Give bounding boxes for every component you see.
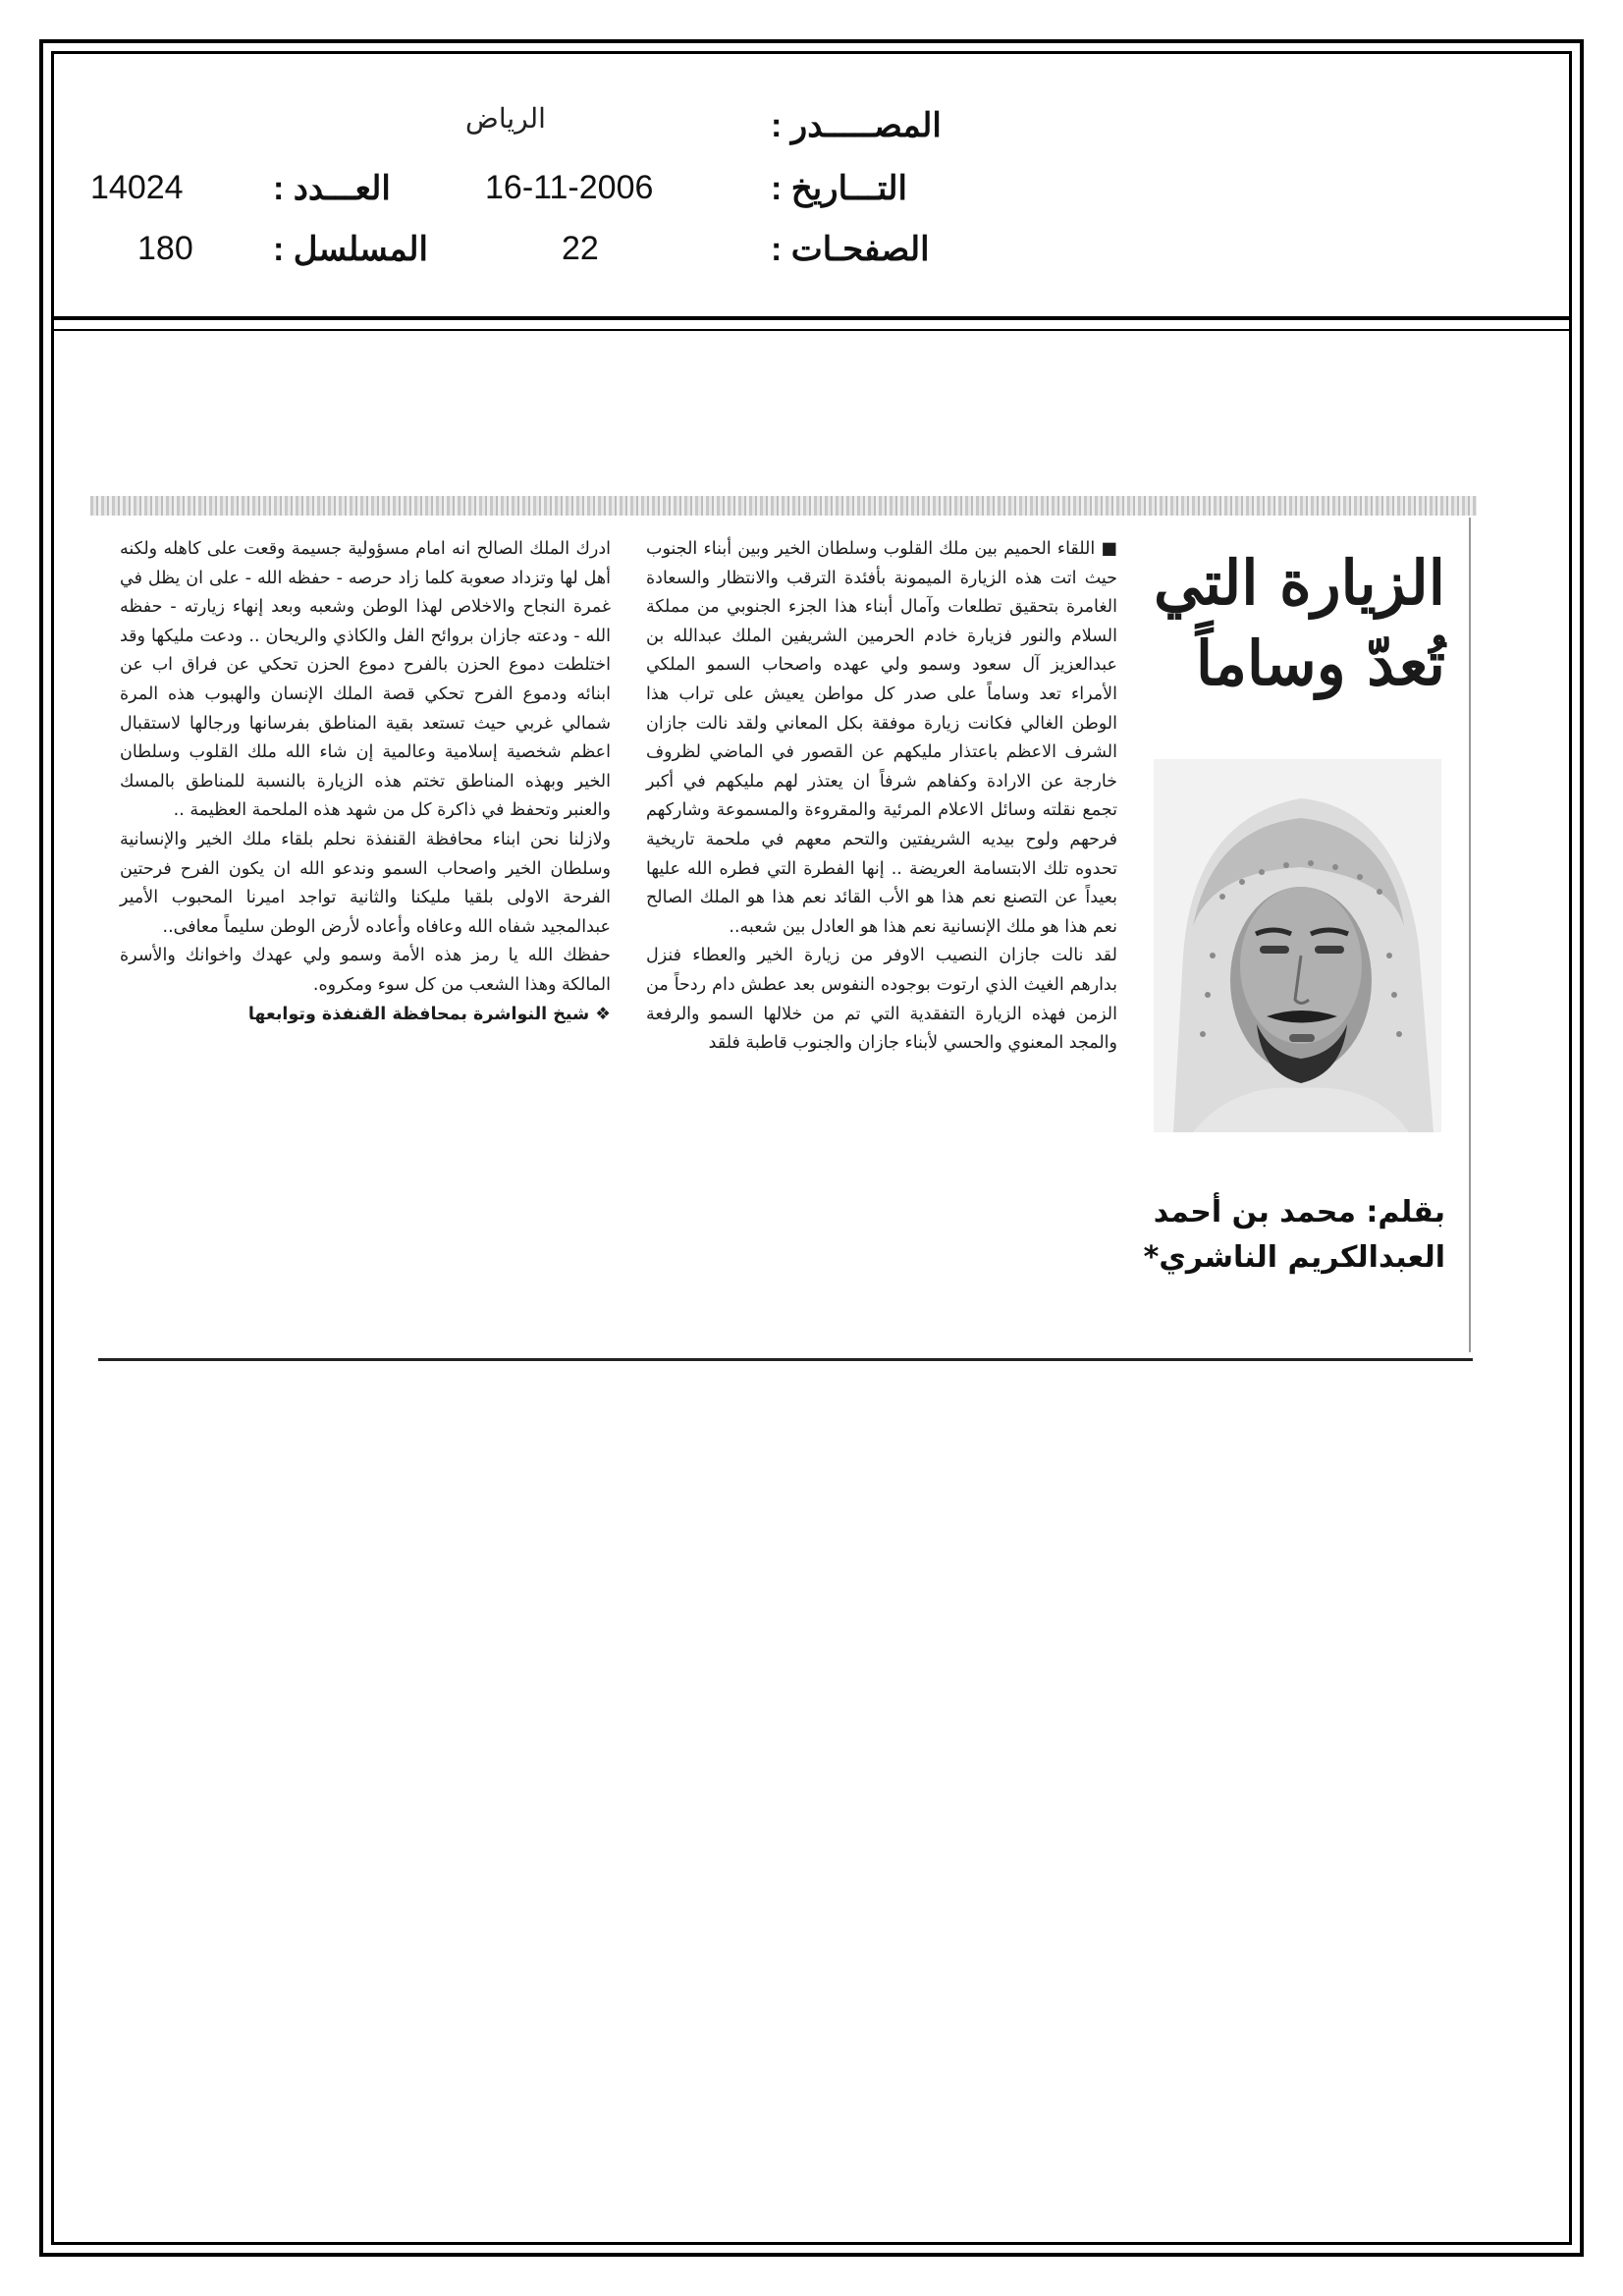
article-paragraph: ■ اللقاء الحميم بين ملك القلوب وسلطان الخير وبين أبناء الجنوب حيث اتت هذه الزيارة الميمونة بأفئدة الترقب والانتظار والسعادة الغامرة بتحقيق تطلعات وآمال أبناء هذا الجزء الجنوبي من مملكة السلام والنور فزيارة خادم الحرمين الشريفين الملك عبدالله بن عبدالعزيز آل سعود وسمو ولي عهده واصحاب السمو الملكي الأمراء تعد وساماً على صدر كل مواطن يعيش على تراب هذا الوطن الغالي فكانت زيارة موفقة بكل المعاني ولقد نالت جازان الشرف الاعظم باعتذار مليكهم عن القصور في الماضي لظروف خارجة عن الارادة وكفاهم شرفاً ان يعتذر لهم مليكهم في أكبر تجمع نقلته وسائل الاعلام المرئية والمقروءة والمسموعة وشاركهم فرحهم ولوح بيديه الشريفتين والتحم معهم في ملحمة تاريخية تحدوه تلك الابتسامة العريضة .. إنها الفطرة التي فطره الله عليها بعيداً عن التصنع نعم هذا هو الأب القائد نعم هذا هو الملك الصالح نعم هذا هو ملك الإنسانية نعم هذا هو العادل بين شعبه.. (646, 539, 1117, 937)
article-column-right (646, 535, 1117, 1059)
headline-line-2: تُعدّ وساماً (1195, 628, 1445, 699)
headline-line-1: الزيارة التي (1154, 547, 1445, 619)
article-byline (1141, 1190, 1445, 1281)
author-photo (1154, 759, 1441, 1132)
article-paragraph: لقد نالت جازان النصيب الاوفر من زيارة الخير والعطاء فنزل بدارهم الغيث الذي ارتوت بوجوده النفوس بعد عطش دام ردحاً من الزمن فهذه الزيارة التفقدية التي تم من خلالها السمو والرفعة والمجد المعنوي والحسي لأبناء جازان والجنوب قاطبة فلقد (646, 946, 1117, 1054)
clipping-edge (1469, 518, 1471, 1352)
header-divider-thin (51, 329, 1572, 331)
article-column-left (120, 535, 611, 1029)
clipping-top-band (90, 496, 1477, 516)
date-label: التـــاريخ : (771, 170, 907, 207)
serial-label: المسلسل : (273, 231, 428, 268)
issue-value: 14024 (90, 169, 184, 206)
source-label: المصـــــدر : (771, 107, 942, 144)
article-headline (1151, 543, 1445, 704)
pages-label: الصفحـات : (771, 231, 930, 268)
date-value: 16-11-2006 (485, 169, 654, 206)
newspaper-clipping (90, 496, 1477, 1350)
clipping-bottom-rule (98, 1358, 1473, 1361)
issue-label: العـــدد : (273, 170, 391, 207)
author-portrait-image (1154, 759, 1441, 1132)
article-paragraph: ولازلنا نحن ابناء محافظة القنفذة نحلم بلقاء ملك الخير والإنسانية وسلطان الخير واصحاب السمو وندعو الله ان يكون الفرح فرحتين الفرحة الاولى بلقيا مليكنا والثانية تواجد اميرنا المحبوب الأمير عبدالمجيد شفاه الله وعافاه وأعاده لأرض الوطن سليماً معافى.. (120, 829, 611, 937)
article-paragraph: ادرك الملك الصالح انه امام مسؤولية جسيمة وقعت على كاهله ولكنه أهل لها وتزداد صعوبة كلما زاد حرصه - حفظه الله - على ان يظل في غمرة النجاح والاخلاص لهذا الوطن وشعبه وبعد إنهاء زيارته - حفظه الله - ودعته جازان بروائح الفل والكاذي والريحان .. ودعت مليكها وقد اختلطت دموع الحزن بالفرح دموع الحزن تحكي عن فراق اب عن ابنائه ودموع الفرح تحكي قصة الملك الإنسان والهبوب هذه المرة شمالي غربي حيث تستعد بقية المناطق بفرسانها ورجالها لاستقبال اعظم شخصية إسلامية وعالمية إن شاء الله ملك القلوب وسلطان الخير وبهذه المناطق تختم هذه الزيارة بالنسبة للمناطق بالمسك والعنبر وتحفظ في ذاكرة كل من شهد هذه الملحمة العظيمة .. (120, 539, 611, 821)
header-divider (51, 316, 1572, 320)
byline-line-1: بقلم: محمد بن أحمد (1153, 1195, 1445, 1230)
byline-line-2: العبدالكريم الناشري* (1143, 1240, 1445, 1275)
author-signature: ❖ شيخ النواشرة بمحافظة القنفذة وتوابعها (247, 1004, 611, 1024)
source-value: الرياض (465, 103, 546, 134)
pages-value: 22 (562, 230, 599, 267)
serial-value: 180 (137, 230, 193, 267)
article-paragraph: حفظك الله يا رمز هذه الأمة وسمو ولي عهدك واخوانك والأسرة المالكة وهذا الشعب من كل سوء ومكروه. (120, 946, 611, 995)
